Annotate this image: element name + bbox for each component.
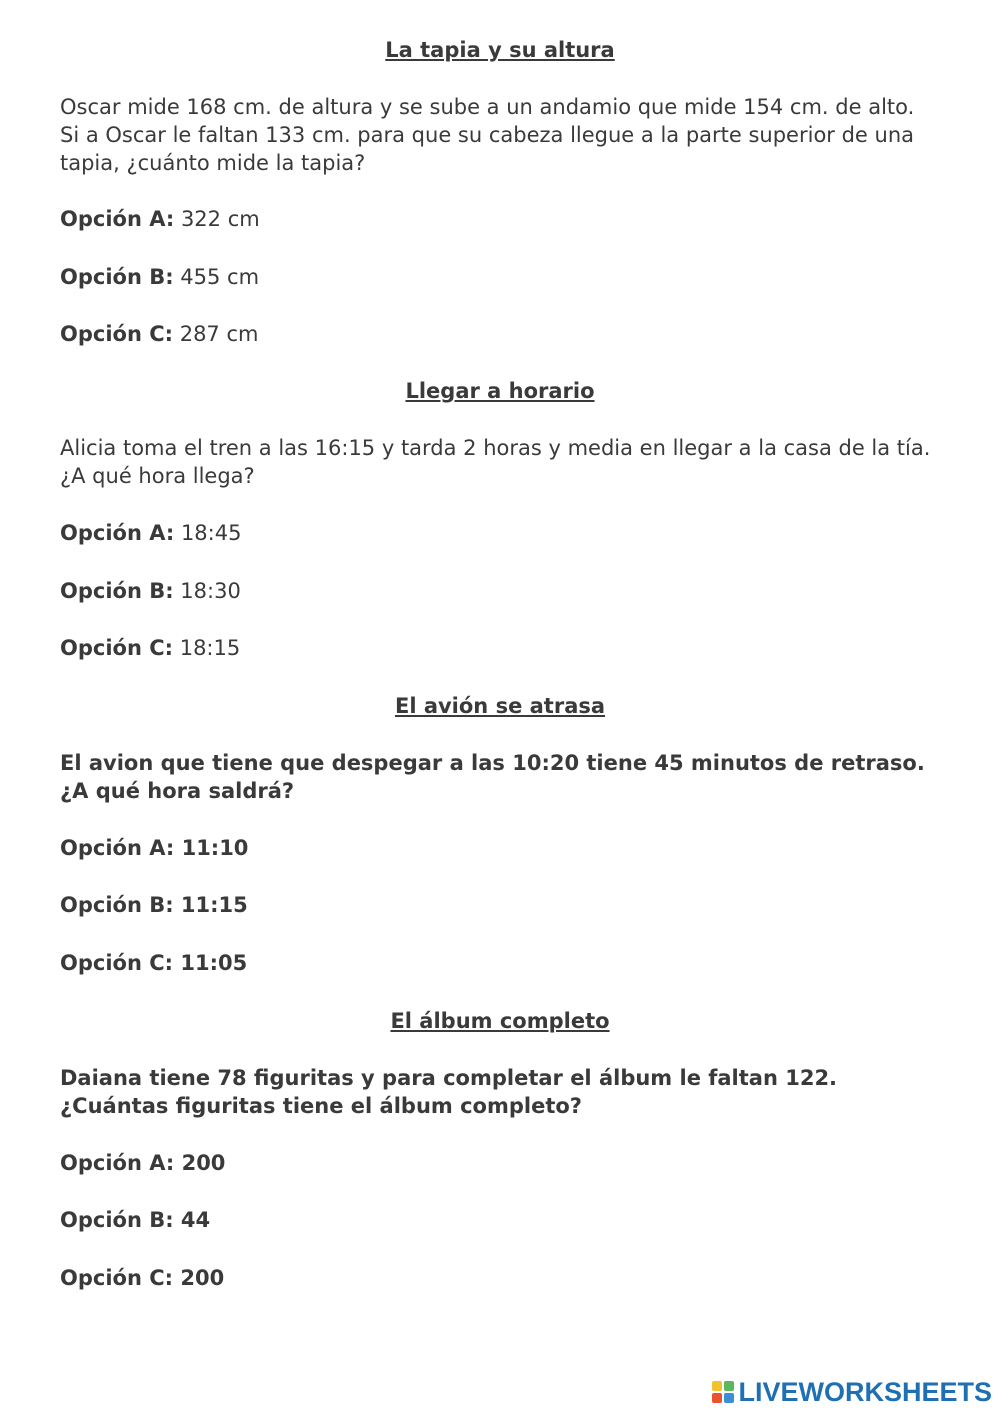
problem-question: El avion que tiene que despegar a las 10:20 tiene 45 minutos de retraso. ¿A qué hora saldrá? [60, 751, 925, 803]
option-b [60, 891, 248, 919]
problem-question: Daiana tiene 78 figuritas y para completar el álbum le faltan 122. ¿Cuántas figuritas tiene el álbum completo? [60, 1066, 838, 1118]
option-b [60, 263, 259, 291]
option-label: Opción C: [60, 1266, 174, 1290]
logo-mark-icon [712, 1381, 734, 1403]
option-value: 18:15 [173, 636, 241, 660]
logo-text: LIVEWORKSHEETS [738, 1376, 992, 1407]
problem-question: Alicia toma el tren a las 16:15 y tarda 2 horas y media en llegar a la casa de la tía. ¿A qué hora llega? [60, 436, 931, 488]
option-c [60, 1264, 224, 1292]
option-c [60, 634, 240, 662]
liveworksheets-logo[interactable] [712, 1377, 992, 1407]
option-a [60, 1149, 225, 1177]
option-label: Opción B: [60, 1208, 174, 1232]
option-value: 18:30 [173, 579, 241, 603]
option-value: 11:10 [174, 836, 249, 860]
option-c [60, 949, 247, 977]
option-value: 18:45 [174, 521, 242, 545]
option-label: Opción B: [60, 893, 174, 917]
option-label: Opción A: [60, 836, 175, 860]
option-b [60, 1206, 210, 1234]
option-b [60, 577, 241, 605]
option-label: Opción B: [60, 265, 174, 289]
problem-title: El avión se atrasa [394, 694, 606, 718]
option-a [60, 834, 248, 862]
option-c [60, 320, 258, 348]
option-label: Opción A: [60, 1151, 175, 1175]
option-value: 322 cm [174, 207, 260, 231]
logo-square-icon [724, 1393, 734, 1403]
option-value: 287 cm [173, 322, 259, 346]
problem-title: La tapia y su altura [385, 38, 615, 62]
option-label: Opción A: [60, 207, 175, 231]
problem-title: El álbum completo [390, 1009, 610, 1033]
option-label: Opción A: [60, 521, 175, 545]
problem-question: Oscar mide 168 cm. de altura y se sube a un andamio que mide 154 cm. de alto. Si a Oscar le faltan 133 cm. para que su cabeza llegue a la parte superior de una tapia, ¿cuánto mide la tapia? [60, 95, 915, 175]
logo-square-icon [724, 1381, 734, 1391]
option-label: Opción C: [60, 951, 174, 975]
option-a [60, 519, 241, 547]
option-value: 200 [174, 1151, 226, 1175]
option-label: Opción B: [60, 579, 174, 603]
option-value: 11:15 [173, 893, 248, 917]
option-value: 11:05 [173, 951, 248, 975]
logo-square-icon [712, 1381, 722, 1391]
option-label: Opción C: [60, 322, 174, 346]
option-value: 200 [173, 1266, 225, 1290]
option-value: 455 cm [173, 265, 260, 289]
option-value: 44 [173, 1208, 211, 1232]
problem-title: Llegar a horario [405, 379, 595, 403]
logo-square-icon [712, 1393, 722, 1403]
option-label: Opción C: [60, 636, 174, 660]
option-a [60, 205, 260, 233]
